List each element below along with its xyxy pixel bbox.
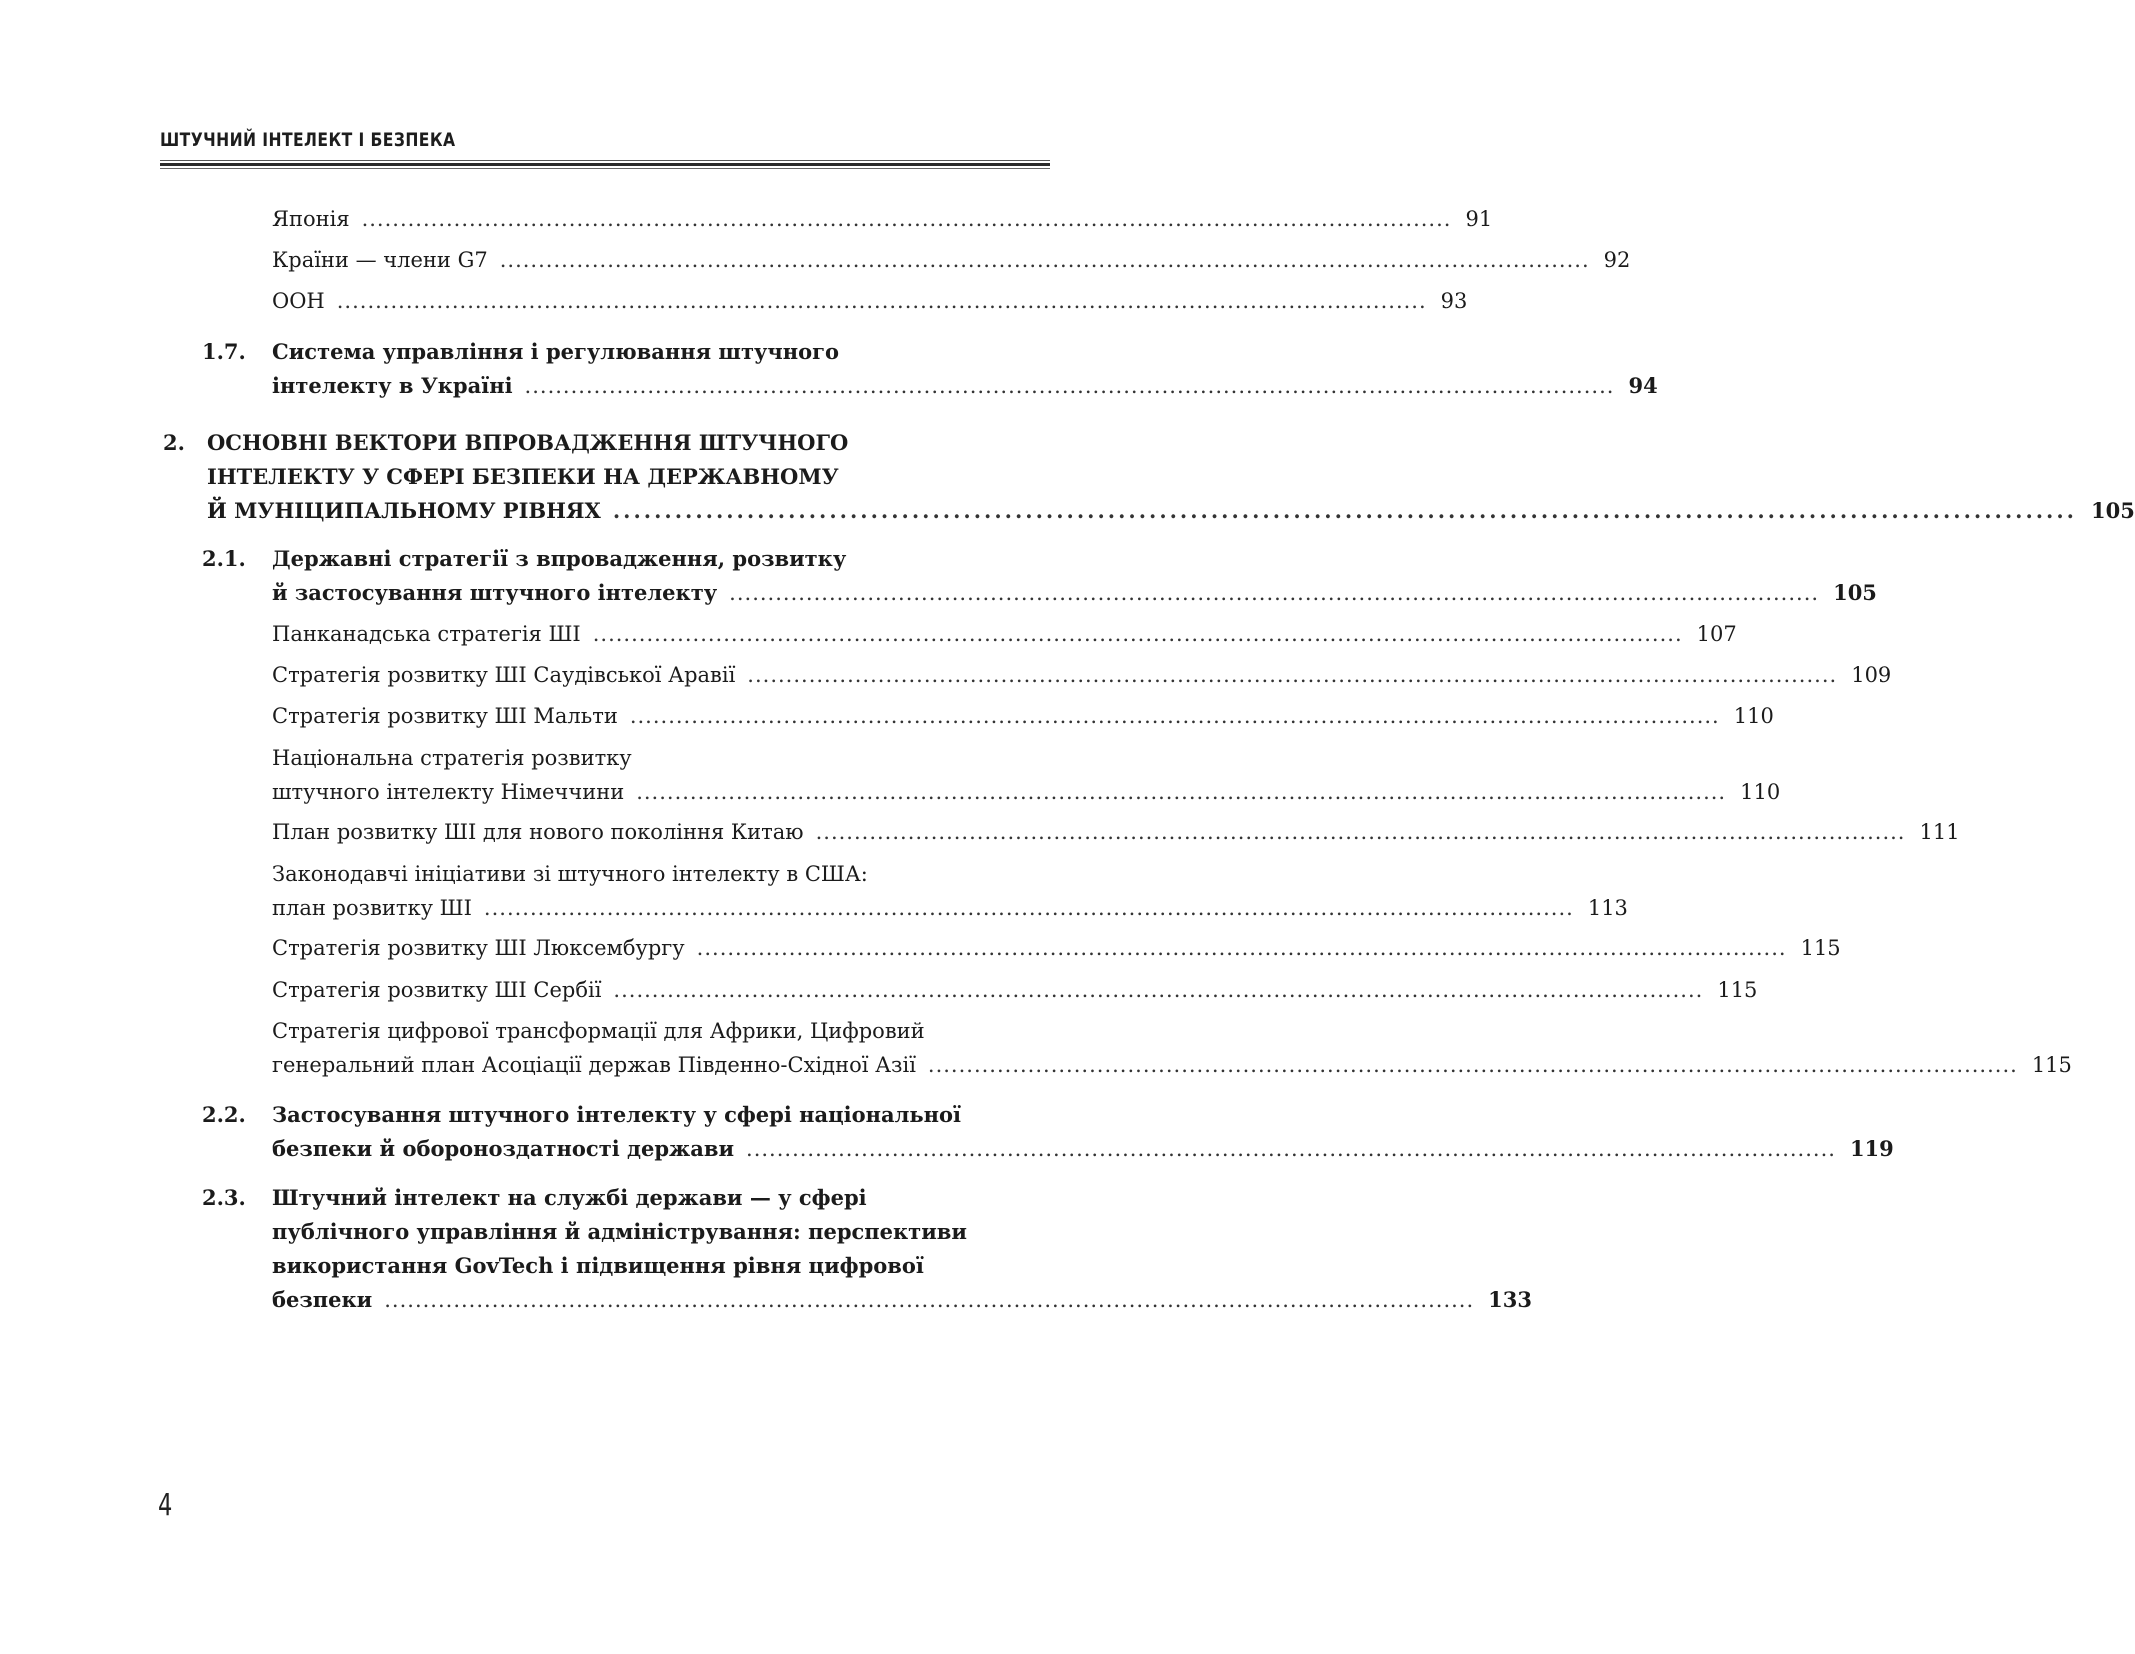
toc-entry-title-line: безпеки й обороноздатності держави <box>272 1136 735 1161</box>
toc-page-number: 115 <box>1717 978 1758 1002</box>
toc-entry-title: ООН <box>272 289 325 313</box>
toc-entry[interactable] <box>272 699 1774 733</box>
toc-entry-title: Стратегія розвитку ШІ Мальти <box>272 704 618 728</box>
toc-section-number: 1.7. <box>202 339 246 364</box>
toc-entry[interactable] <box>272 973 1758 1007</box>
toc-entry-title-line: генеральний план Асоціації держав Південно-Східної Азії <box>272 1053 916 1077</box>
toc-entry-title: План розвитку ШІ для нового покоління Китаю <box>272 820 804 844</box>
dot-leader: .............................................................................................................................................. <box>499 248 1590 272</box>
dot-leader: .............................................................................................................................................. <box>361 207 1452 231</box>
dot-leader: .............................................................................................................................................. <box>747 663 1838 687</box>
dot-leader: .............................................................................................................................................. <box>815 820 1906 844</box>
dot-leader: .............................................................................................................................................. <box>613 978 1704 1002</box>
dot-leader: .............................................................................................................................................. <box>729 581 1820 605</box>
toc-entry[interactable] <box>272 931 1841 965</box>
toc-entry-title: Японія <box>272 207 350 231</box>
dot-leader: .............................................................................................................................................. <box>592 622 1683 646</box>
toc-page-number: 115 <box>1800 936 1841 960</box>
toc-entry-title-line: план розвитку ШІ <box>272 896 472 920</box>
toc-entry-title-line: Застосування штучного інтелекту у сфері національної <box>272 1102 962 1127</box>
toc-entry-title: Країни — члени G7 <box>272 248 488 272</box>
toc-entry-title-line: використання GovTech і підвищення рівня цифрової <box>272 1253 924 1278</box>
toc-entry-title-line: публічного управління й адміністрування: перспективи <box>272 1219 967 1244</box>
toc-entry-title-line: Державні стратегії з впровадження, розвитку <box>272 546 847 571</box>
toc-entry[interactable] <box>272 1014 2072 1082</box>
toc-entry-title-line: Штучний інтелект на службі держави — у сфері <box>272 1185 867 1210</box>
toc-entry-title-line: Система управління і регулювання штучного <box>272 339 840 364</box>
toc-section-number: 2.1. <box>202 546 246 571</box>
toc-entry[interactable] <box>272 617 1737 651</box>
running-head: ШТУЧНИЙ ІНТЕЛЕКТ І БЕЗПЕКА <box>160 129 456 151</box>
toc-entry-title: Стратегія розвитку ШІ Люксембургу <box>272 936 685 960</box>
dot-leader: .............................................................................................................................................. <box>629 704 1720 728</box>
toc-section-entry[interactable] <box>202 335 1658 403</box>
toc-entry[interactable] <box>272 658 1892 692</box>
toc-page-number: 111 <box>1919 820 1960 844</box>
dot-leader: .............................................................................................................................................. <box>746 1137 1836 1161</box>
toc-page-number: 110 <box>1733 704 1774 728</box>
toc-page-number: 93 <box>1440 289 1468 313</box>
toc-entry-title-line: Стратегія цифрової трансформації для Африки, Цифровий <box>272 1019 925 1043</box>
dot-leader: .............................................................................................................................................. <box>524 374 1615 398</box>
toc-page-number: 105 <box>1833 580 1877 605</box>
dot-leader: .............................................................................................................................................. <box>612 498 2077 523</box>
toc-entry-title: Стратегія розвитку ШІ Саудівської Аравії <box>272 663 736 687</box>
toc-entry-title-line: й застосування штучного інтелекту <box>272 580 718 605</box>
toc-section-entry[interactable] <box>202 542 1877 610</box>
folio-page-number: 4 <box>158 1488 173 1523</box>
toc-page-number: 107 <box>1696 622 1737 646</box>
toc-entry-title-line: штучного інтелекту Німеччини <box>272 780 625 804</box>
toc-entry[interactable] <box>272 741 1781 809</box>
toc-entry-title-line: ОСНОВНІ ВЕКТОРИ ВПРОВАДЖЕННЯ ШТУЧНОГО <box>207 430 849 455</box>
toc-entry-title-line: Національна стратегія розвитку <box>272 746 632 770</box>
dot-leader: .............................................................................................................................................. <box>696 936 1787 960</box>
toc-entry-title-line: інтелекту в Україні <box>272 373 513 398</box>
toc-page-number: 110 <box>1740 780 1781 804</box>
toc-entry-title-line: Й МУНІЦИПАЛЬНОМУ РІВНЯХ <box>207 498 601 523</box>
dot-leader: .............................................................................................................................................. <box>636 780 1727 804</box>
toc-chapter-number: 2. <box>163 430 185 455</box>
toc-section-number: 2.3. <box>202 1185 246 1210</box>
toc-entry-title-line: ІНТЕЛЕКТУ У СФЕРІ БЕЗПЕКИ НА ДЕРЖАВНОМУ <box>207 464 839 489</box>
toc-entry-title: Панканадська стратегія ШІ <box>272 622 581 646</box>
dot-leader: .............................................................................................................................................. <box>336 289 1427 313</box>
toc-entry[interactable] <box>272 243 1631 277</box>
toc-page-number: 91 <box>1465 207 1493 231</box>
dot-leader: .............................................................................................................................................. <box>927 1053 2018 1077</box>
toc-page-number: 119 <box>1849 1136 1894 1161</box>
toc-page-number: 115 <box>2031 1053 2072 1077</box>
toc-entry-title-line: Законодавчі ініціативи зі штучного інтелекту в США: <box>272 862 868 886</box>
toc-section-entry[interactable] <box>202 1181 1532 1317</box>
dot-leader: .............................................................................................................................................. <box>384 1288 1475 1312</box>
toc-page-number: 94 <box>1628 373 1658 398</box>
toc-section-number: 2.2. <box>202 1102 246 1127</box>
toc-page-number: 113 <box>1587 896 1628 920</box>
dot-leader: .............................................................................................................................................. <box>483 896 1574 920</box>
toc-entry-title-line: безпеки <box>272 1287 373 1312</box>
toc-entry[interactable] <box>272 815 1960 849</box>
toc-section-entry[interactable] <box>202 1098 1894 1166</box>
toc-chapter-entry[interactable] <box>163 426 2135 528</box>
toc-page-number: 105 <box>2091 498 2135 523</box>
toc-entry[interactable] <box>272 284 1468 318</box>
toc-entry-title: Стратегія розвитку ШІ Сербії <box>272 978 602 1002</box>
toc-page-number: 92 <box>1603 248 1631 272</box>
toc-page-number: 133 <box>1488 1287 1532 1312</box>
toc-entry[interactable] <box>272 857 1628 925</box>
toc-entry[interactable] <box>272 202 1493 236</box>
toc-page-number: 109 <box>1851 663 1892 687</box>
